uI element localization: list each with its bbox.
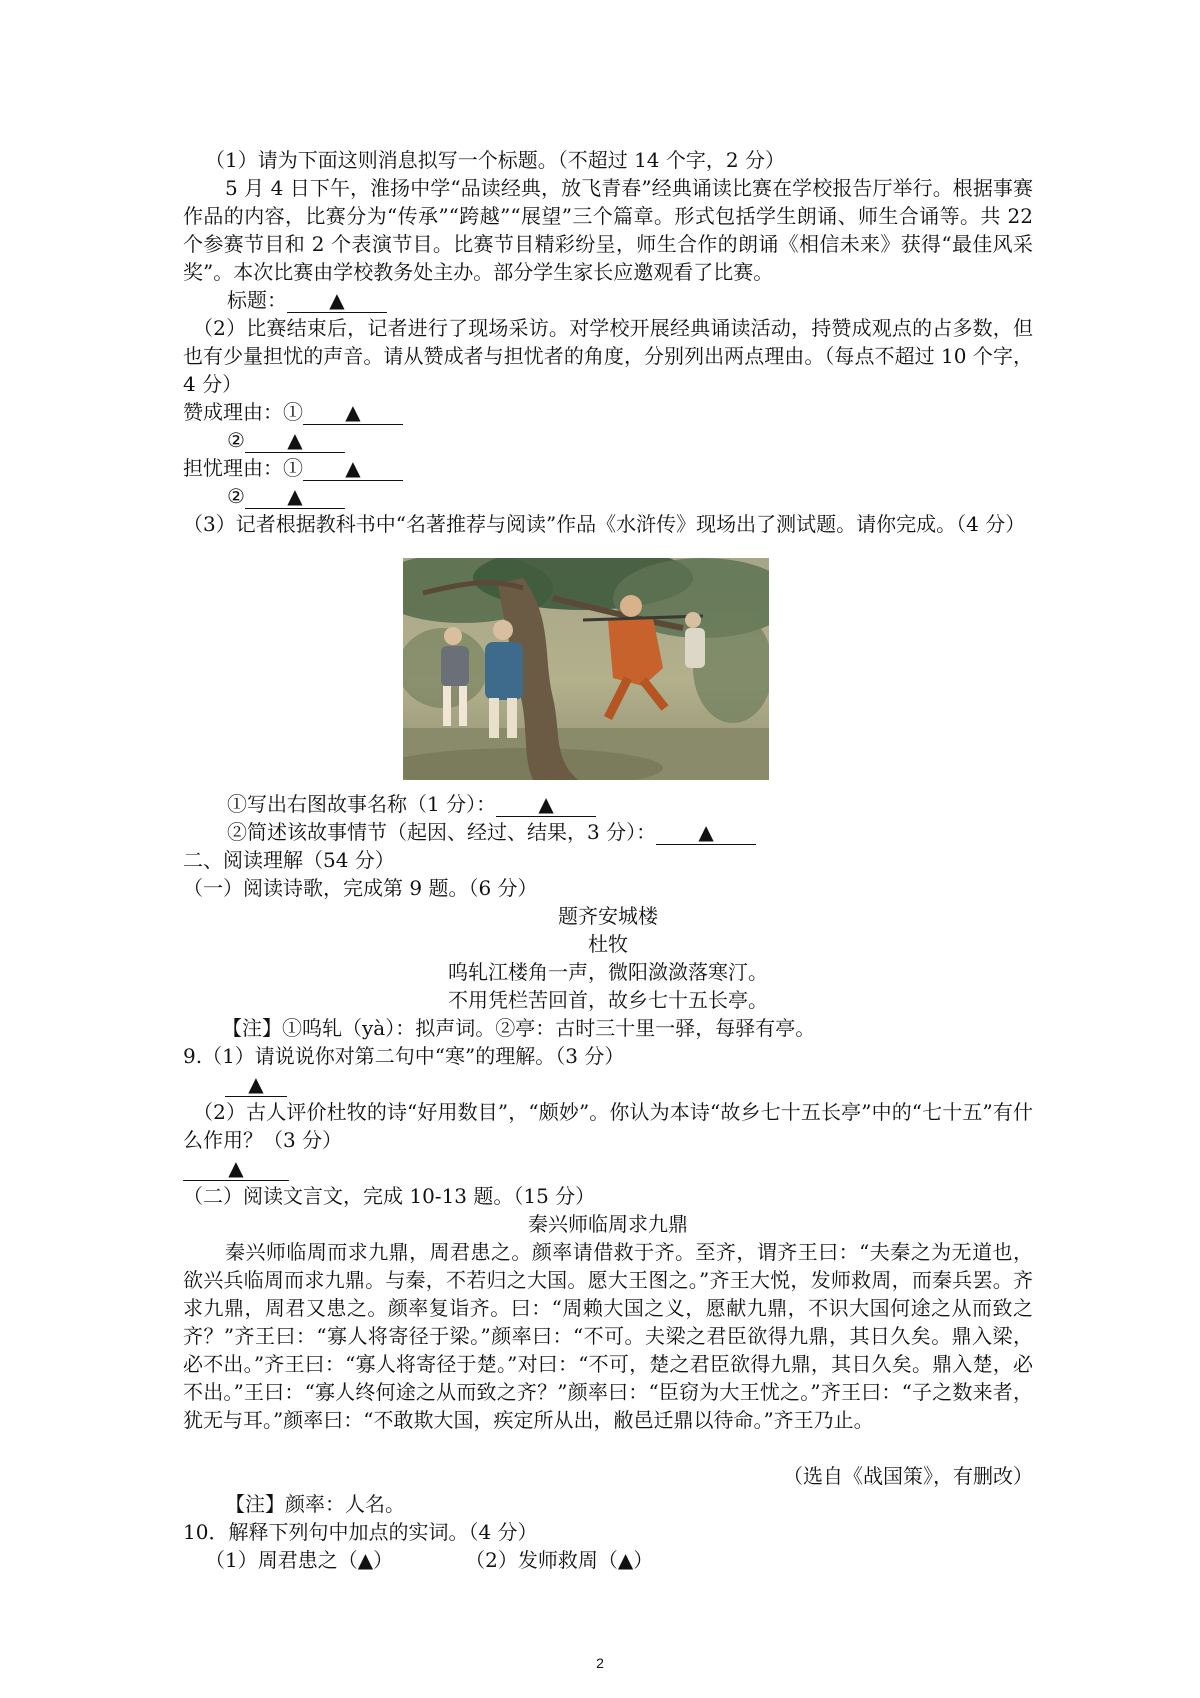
agree-label: 赞成理由：① <box>183 400 303 424</box>
agree-line-2 <box>227 426 345 454</box>
classical-part-heading: （二）阅读文言文，完成 10-13 题。（15 分） <box>183 1184 596 1208</box>
q2-prompt: （2）比赛结束后，记者进行了现场采访。对学校开展经典诵读活动，持赞成观点的占多数，但也有少量担忧的声音。请从赞成者与担忧者的角度，分别列出两点理由。（每点不超过 10 个字，4 分） <box>183 316 1033 396</box>
q10-items <box>205 1546 653 1574</box>
q9-1-blank[interactable]: ▲ <box>225 1072 287 1097</box>
worry-second-mark: ② <box>227 484 245 508</box>
q10-item-1: （1）周君患之（▲） <box>205 1548 394 1572</box>
q3-sub2-line <box>227 818 756 846</box>
classical-text-source: （选自《战国策》，有删改） <box>783 1464 1033 1488</box>
q3-sub1-label: ①写出右图故事名称（1 分）： <box>227 792 497 816</box>
worry-blank-1[interactable]: ▲ <box>303 456 403 481</box>
worry-line-2 <box>227 482 345 510</box>
q3-prompt: （3）记者根据教科书中“名著推荐与阅读”作品《水浒传》现场出了测试题。请你完成。（4 分） <box>183 512 1026 536</box>
worry-line-1 <box>183 454 403 482</box>
poem-line-1: 呜轧江楼角一声，微阳潋潋落寒汀。 <box>448 960 768 984</box>
agree-second-mark: ② <box>227 428 245 452</box>
q10-item-2: （2）发师救周（▲） <box>465 1548 654 1572</box>
agree-blank-1[interactable]: ▲ <box>303 400 403 425</box>
poem-title: 题齐安城楼 <box>558 904 658 928</box>
q3-sub1-line <box>227 790 596 818</box>
title-answer-blank[interactable]: ▲ <box>287 288 387 313</box>
page-number: 2 <box>596 1655 604 1671</box>
worry-blank-2[interactable]: ▲ <box>245 484 345 509</box>
worry-label: 担忧理由：① <box>183 456 303 480</box>
q9-2-blank[interactable]: ▲ <box>183 1156 289 1181</box>
water-margin-illustration <box>403 558 769 780</box>
poem-part-heading: （一）阅读诗歌，完成第 9 题。（6 分） <box>183 876 538 900</box>
story-plot-blank[interactable]: ▲ <box>656 820 756 845</box>
news-text: 5 月 4 日下午，淮扬中学“品读经典，放飞青春”经典诵读比赛在学校报告厅举行。根据事赛作品的内容，比赛分为“传承”“跨越”“展望”三个篇章。形式包括学生朗诵、师生合诵等。共 22 个参赛节目和 2 个表演节目。比赛节目精彩纷呈，师生合作的朗诵《相信未来》获得“最佳风采奖”。本次比赛由学校教务处主办。部分学生家长应邀观看了比赛。 <box>183 176 1033 284</box>
classical-text-title: 秦兴师临周求九鼎 <box>528 1212 688 1236</box>
poem-author: 杜牧 <box>588 932 628 956</box>
poem-note: 【注】①呜轧（yà）：拟声词。②亭：古时三十里一驿，每驿有亭。 <box>222 1016 816 1040</box>
agree-blank-2[interactable]: ▲ <box>245 428 345 453</box>
q9-2-prompt: （2）古人评价杜牧的诗“好用数目”，“颇妙”。你认为本诗“故乡七十五长亭”中的“七十五”有什么作用？（3 分） <box>183 1100 1033 1152</box>
q9-2-answer-line <box>183 1154 289 1182</box>
q9-1-answer-line <box>225 1070 287 1098</box>
q10-prompt: 10．解释下列句中加点的实词。（4 分） <box>183 1520 538 1544</box>
q9-1-prompt: 9.（1）请说说你对第二句中“寒”的理解。（3 分） <box>183 1044 625 1068</box>
agree-line-1 <box>183 398 403 426</box>
q1-prompt: （1）请为下面这则消息拟写一个标题。（不超过 14 个字，2 分） <box>205 148 785 172</box>
classical-text <box>183 1238 1033 1434</box>
classical-text-body: 秦兴师临周而求九鼎，周君患之。颜率请借救于齐。至齐，谓齐王曰：“夫秦之为无道也，欲兴兵临周而求九鼎。与秦，不若归之大国。愿大王图之。”齐王大悦，发师救周，而秦兵罢。齐求九鼎，周君又患之。颜率复诣齐。曰：“周赖大国之义，愿献九鼎，不识大国何途之从而致之齐？”齐王曰：“寡人将寄径于梁。”颜率曰：“不可。夫梁之君臣欲得九鼎，其日久矣。鼎入梁，必不出。”齐王曰：“寡人将寄径于楚。”对曰：“不可，楚之君臣欲得九鼎，其日久矣。鼎入楚，必不出。”王曰：“寡人终何途之从而致之齐？”颜率曰：“臣窃为大王忧之。”齐王曰：“子之数来者，犹无与耳。”颜率曰：“不敢欺大国，疾定所从出，敝邑迁鼎以待命。”齐王乃止。 <box>183 1240 1033 1432</box>
story-name-blank[interactable]: ▲ <box>496 792 596 817</box>
poem-line-2: 不用凭栏苦回首，故乡七十五长亭。 <box>448 988 768 1012</box>
section2-heading: 二、阅读理解（54 分） <box>183 848 395 872</box>
title-answer-line <box>227 286 387 314</box>
title-label: 标题： <box>227 288 287 312</box>
illustration-painting <box>403 558 769 780</box>
news-paragraph <box>183 174 1033 286</box>
q3-sub2-label: ②简述该故事情节（起因、经过、结果，3 分）： <box>227 820 657 844</box>
classical-text-note: 【注】颜率：人名。 <box>225 1492 405 1516</box>
